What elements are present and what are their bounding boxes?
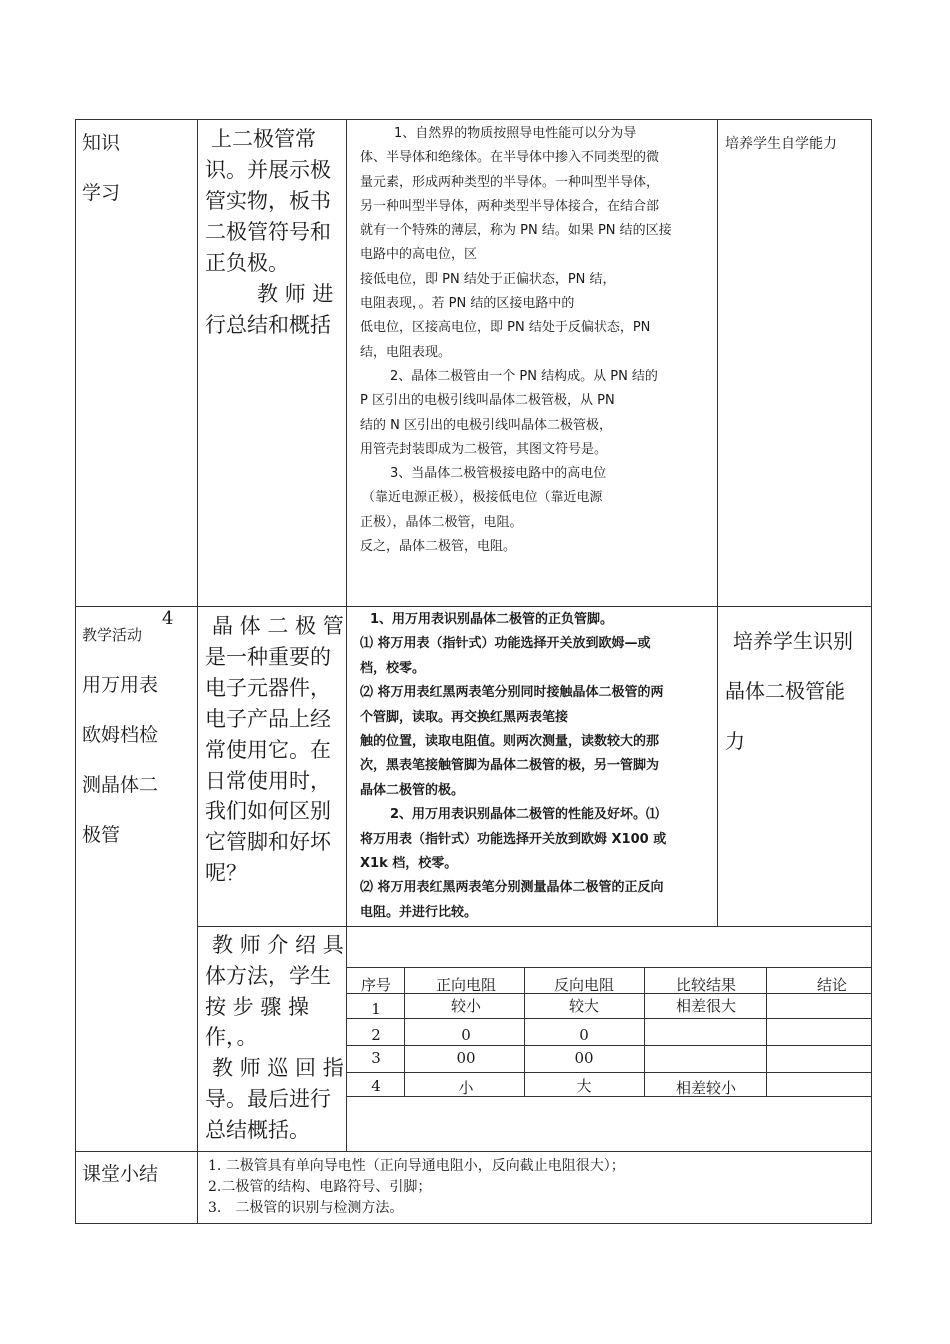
table-top-border: [75, 119, 872, 120]
activity-line: 电子产品上经: [205, 706, 331, 731]
content-line: 量元素，形成两种类型的半导体。一种叫型半导体，: [360, 174, 660, 190]
content-line: 2、用万用表识别晶体二极管的性能及好坏。⑴: [390, 807, 660, 823]
summary-line: 3. 二极管的识别与检测方法。: [208, 1200, 404, 1216]
activity-line: 常使用它。在: [205, 737, 331, 762]
row1-objective: 培养学生自学能力: [725, 136, 837, 152]
table-header-index: 序号: [360, 976, 391, 994]
content-line: 低电位，区接高电位，即 PN 结处于反偏状态，PN: [360, 320, 651, 336]
content-line: 就有一个特殊的薄层，称为 PN 结。如果 PN 结的区接: [360, 223, 672, 239]
content-line: 另一种叫型半导体，两种类型半导体接合，在结合部: [360, 198, 660, 214]
activity-line: 呢？: [205, 861, 247, 886]
table-right-border: [871, 119, 872, 1224]
row2-steps-content: [360, 608, 714, 925]
content-line: X1k 档，校零。: [360, 856, 458, 872]
activity-line: 体方法，学生: [205, 963, 331, 988]
table-cell: 0: [461, 1026, 471, 1044]
row2-teacher-activity: [205, 611, 343, 889]
content-line: 接低电位，即 PN 结处于正偏状态，PN 结，: [360, 271, 616, 287]
table-cell: 0: [579, 1026, 589, 1044]
activity-line: 正负极。: [205, 251, 289, 275]
content-line: （靠近电源正极），极接低电位（靠近电源: [362, 490, 603, 506]
activity-line: 我们如何区别: [205, 799, 331, 824]
content-line: 2、晶体二极管由一个 PN 结构成。从 PN 结的: [390, 368, 658, 384]
table-header-forward: 正向电阻: [435, 976, 496, 994]
row2-bottom-border: [197, 926, 872, 927]
content-line: P 区引出的电极引线叫晶体二极管极，从 PN: [360, 393, 615, 409]
summary-title: 课堂小结: [82, 1163, 159, 1185]
activity-line: 按 步 骤 操: [205, 994, 310, 1019]
activity-line: 总结概括。: [205, 1117, 310, 1142]
category-line: 极管: [82, 824, 121, 846]
row1-bottom-border: [75, 606, 872, 607]
category-line: 欧姆档检: [82, 724, 159, 746]
table-cell: 3: [371, 1049, 381, 1067]
row3-teacher-activity: [205, 930, 343, 1146]
row3-bottom-border: [75, 1151, 872, 1152]
category-line: 用万用表: [82, 674, 159, 696]
activity-number: 4: [162, 608, 174, 629]
table-cell: 00: [574, 1049, 594, 1067]
row1-category: [82, 118, 120, 218]
category-line: 知识: [82, 132, 121, 154]
content-line: 个管脚，读取。再交换红黑两表笔接: [360, 709, 569, 725]
objective-line: 力: [725, 729, 745, 753]
activity-line: 二极管符号和: [205, 220, 331, 244]
content-line: 电路中的高电位，区: [360, 247, 478, 263]
activity-line: 教 师 巡 回 指: [212, 1056, 344, 1081]
col2-right-border: [346, 119, 347, 1152]
activity-line: 日常使用时，: [205, 768, 331, 793]
inner-table-line: [346, 1018, 872, 1019]
row2-objective: [725, 616, 853, 766]
objective-line: 培养学生识别: [733, 629, 853, 653]
content-line: 触的位置，读取电阻值。则两次测量，读数较大的那: [360, 734, 660, 750]
activity-line: 识。并展示极: [205, 158, 331, 182]
content-line: ⑴ 将万用表（指针式）功能选择开关放到欧姆—或: [360, 636, 651, 652]
table-left-border: [75, 119, 76, 1224]
col3-right-border: [717, 119, 718, 927]
content-line: 将万用表（指针式）功能选择开关放到欧姆 X100 或: [360, 831, 667, 847]
table-cell: 相差很大: [675, 997, 736, 1015]
inner-table-line: [404, 967, 405, 1097]
content-line: 正极），晶体二极管，电阻。: [360, 514, 523, 530]
inner-table-line: [346, 1045, 872, 1046]
content-line: ⑵ 将万用表红黑两表笔分别测量晶体二极管的正反向: [360, 880, 664, 896]
content-line: 3、当晶体二极管极接电路中的高电位: [390, 466, 607, 482]
table-cell: 较大: [568, 997, 599, 1015]
content-line: 次，黑表笔接触管脚为晶体二极管的极，另一管脚为: [360, 758, 660, 774]
content-line: 电阻。并进行比较。: [360, 904, 478, 920]
inner-table-line: [346, 1072, 872, 1073]
activity-line: 教 师 进: [257, 282, 334, 306]
summary-content: [208, 1156, 868, 1219]
inner-table-line: [524, 967, 525, 1097]
content-line: 1、用万用表识别晶体二极管的正负管脚。: [370, 612, 614, 627]
activity-line: 它管脚和好坏: [205, 830, 331, 855]
table-cell: 2: [371, 1026, 381, 1044]
table-cell: 4: [371, 1077, 381, 1095]
activity-line: 作，。: [205, 1025, 258, 1050]
category-title: 教学活动: [82, 626, 143, 644]
content-line: 反之，晶体二极管，电阻。: [360, 539, 517, 555]
content-line: 结的 N 区引出的电极引线叫晶体二极管极，: [360, 417, 612, 433]
activity-line: 电子元器件，: [205, 675, 331, 700]
content-line: 档，校零。: [360, 660, 426, 676]
table-cell: 相差较小: [675, 1079, 736, 1097]
row1-teacher-activity: [205, 124, 343, 341]
inner-table-line: [766, 967, 767, 1097]
content-line: 体、半导体和绝缘体。在半导体中掺入不同类型的微: [360, 150, 660, 166]
table-cell: 00: [456, 1049, 476, 1067]
category-line: 学习: [82, 182, 121, 204]
content-line: ⑵ 将万用表红黑两表笔分别同时接触晶体二极管的两: [360, 685, 664, 701]
summary-line: 2.二极管的结构、电路符号、引脚；: [208, 1179, 432, 1195]
activity-line: 导。最后进行: [205, 1086, 331, 1111]
inner-table-line: [644, 967, 645, 1097]
category-line: 测晶体二: [82, 774, 159, 796]
content-line: 结，电阻表现。: [360, 344, 452, 360]
activity-line: 行总结和概括: [205, 313, 331, 337]
content-line: 用管壳封装即成为二极管，其图文符号是。: [360, 441, 608, 457]
table-header-conclusion: 结论: [816, 976, 847, 994]
table-cell: 1: [371, 1000, 381, 1018]
activity-line: 教 师 介 绍 具: [212, 933, 344, 957]
summary-line: 1. 二极管具有单向导电性（正向导通电阻小，反向截止电阻很大）；: [208, 1158, 625, 1174]
activity-line: 上二极管常: [211, 127, 316, 151]
table-header-compare: 比较结果: [675, 976, 736, 994]
activity-line: 晶 体 二 极 管: [212, 614, 344, 638]
content-line: 1、自然界的物质按照导电性能可以分为导: [394, 126, 637, 141]
content-line: 电阻表现，。若 PN 结的区接电路中的: [360, 296, 575, 312]
table-header-reverse: 反向电阻: [553, 976, 614, 994]
inner-table-line: [346, 967, 872, 968]
col1-right-border: [197, 119, 198, 1224]
activity-line: 是一种重要的: [205, 644, 331, 669]
table-cell: 大: [576, 1077, 592, 1095]
row2-category: [82, 608, 174, 860]
table-cell: 较小: [450, 997, 481, 1015]
table-cell: 小: [458, 1079, 474, 1097]
row1-knowledge-content: [360, 122, 714, 559]
objective-line: 晶体二极管能: [725, 679, 845, 703]
content-line: 晶体二极管的极。: [360, 782, 465, 798]
activity-line: 管实物，板书: [205, 189, 331, 213]
table-bottom-border: [75, 1223, 872, 1224]
